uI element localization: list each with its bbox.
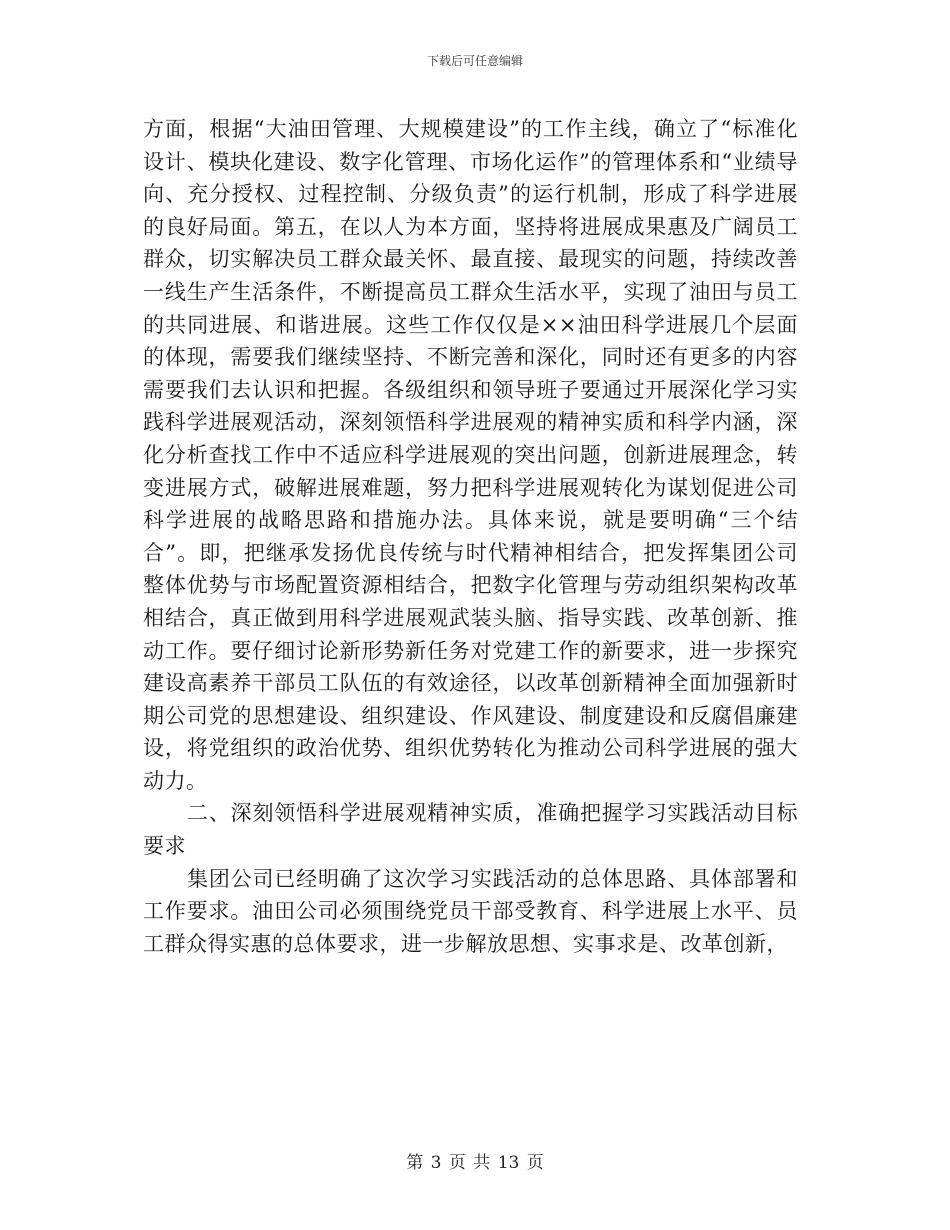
page-header <box>0 53 950 69</box>
paragraph-3: 集团公司已经明确了这次学习实践活动的总体思路、具体部署和工作要求。油田公司必须围绕党员干部受教育、科学进展上水平、员工群众得实惠的总体要求，进一步解放思想、实事求是、改革创新， <box>143 866 798 956</box>
document-body <box>143 113 798 960</box>
section-heading-2: 二、深刻领悟科学进展观精神实质，准确把握学习实践活动目标要求 <box>143 801 798 859</box>
paragraph-1: 方面，根据“大油田管理、大规模建设”的工作主线，确立了“标准化设计、模块化建设、数字化管理、市场化运作”的管理体系和“业绩导向、充分授权、过程控制、分级负责”的运行机制，形成了科学进展的良好局面。第五，在以人为本方面，坚持将进展成果惠及广阔员工群众，切实解决员工群众最关怀、最直接、最现实的问题，持续改善一线生产生活条件，不断提高员工群众生活水平，实现了油田与员工的共同进展、和谐进展。这些工作仅仅是××油田科学进展几个层面的体现，需要我们继续坚持、不断完善和深化，同时还有更多的内容需要我们去认识和把握。各级组织和领导班子要通过开展深化学习实践科学进展观活动，深刻领悟科学进展观的精神实质和科学内涵，深化分析查找工作中不适应科学进展观的突出问题，创新进展理念，转变进展方式，破解进展难题，努力把科学进展观转化为谋划促进公司科学进展的战略思路和措施办法。具体来说，就是要明确“三个结合”。即，把继承发扬优良传统与时代精神相结合，把发挥集团公司整体优势与市场配置资源相结合，把数字化管理与劳动组织架构改革相结合，真正做到用科学进展观武装头脑、指导实践、改革创新、推动工作。要仔细讨论新形势新任务对党建工作的新要求，进一步探究建设高素养干部员工队伍的有效途径，以改革创新精神全面加强新时期公司党的思想建设、组织建设、作风建设、制度建设和反腐倡廉建设，将党组织的政治优势、组织优势转化为推动公司科学进展的强大动力。 <box>143 117 798 793</box>
page-number: 第 3 页 共 13 页 <box>406 1153 544 1173</box>
header-note: 下载后可任意编辑 <box>426 54 523 68</box>
page-footer <box>0 1152 950 1174</box>
